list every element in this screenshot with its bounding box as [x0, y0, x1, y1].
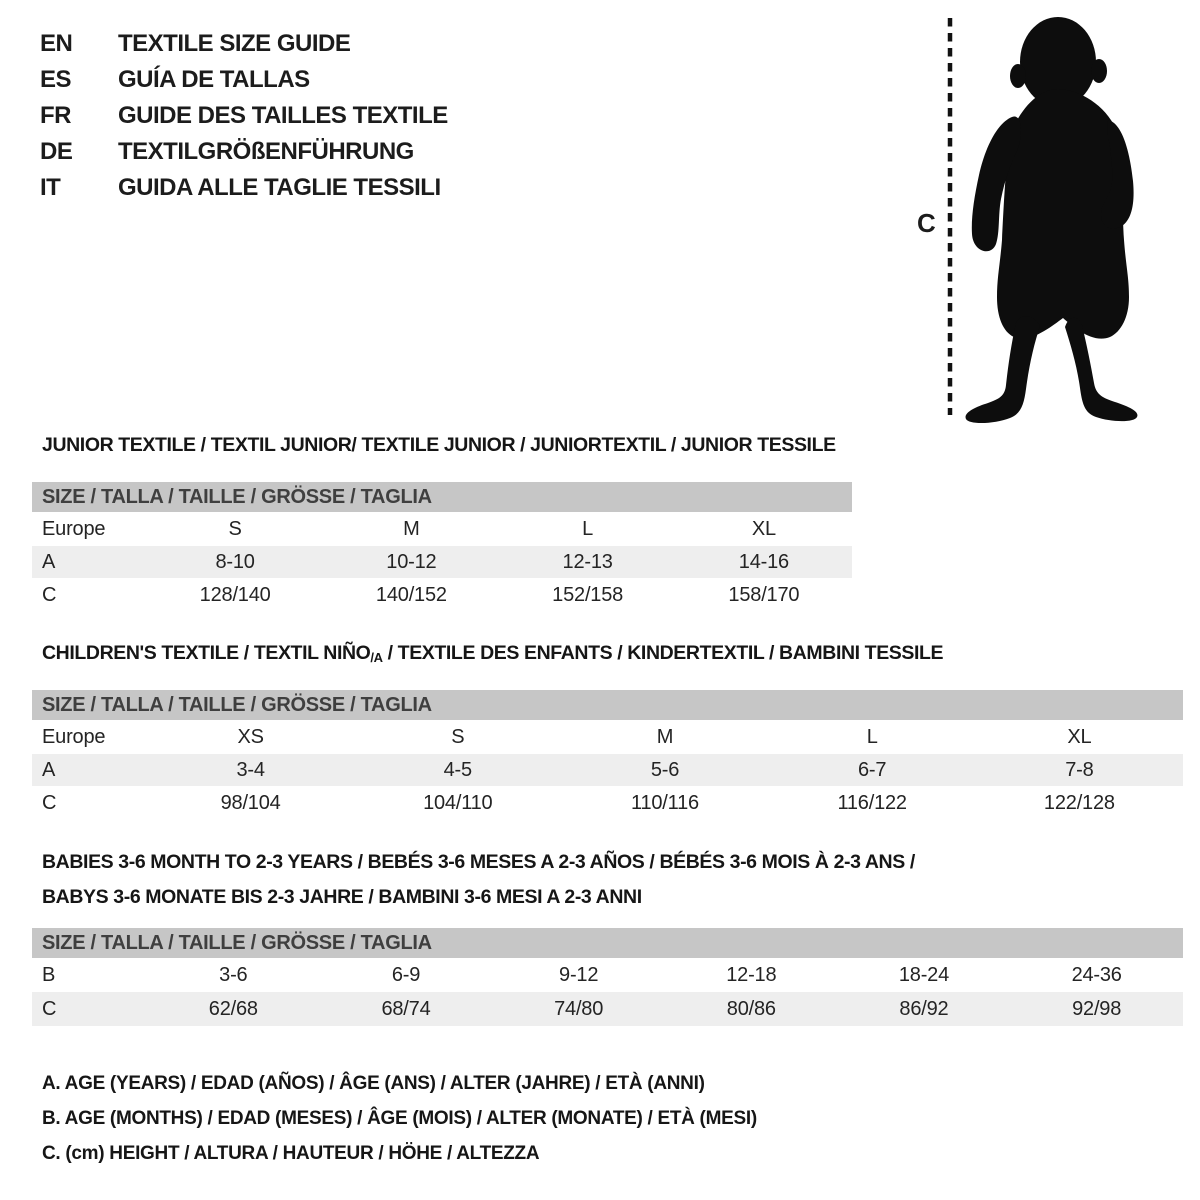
size-cell: 152/158: [552, 583, 624, 606]
table-row: [32, 720, 1183, 754]
size-cell: 3-4: [147, 754, 354, 786]
size-cell: 6-9: [391, 963, 421, 986]
table-row: [32, 992, 1183, 1026]
lang-code: FR: [40, 102, 71, 129]
size-cell: 12-18: [726, 963, 777, 986]
children-section-title-sub: /A: [370, 650, 383, 665]
size-header-band: [32, 928, 1183, 958]
table-row: [32, 578, 852, 612]
lang-title: GUIDA ALLE TAGLIE TESSILI: [118, 174, 441, 201]
size-cell: 140/152: [375, 583, 447, 606]
size-header-label: SIZE / TALLA / TAILLE / GRÖSSE / TAGLIA: [32, 928, 1183, 958]
toddler-silhouette-icon: [915, 5, 1155, 425]
size-cell: 12-13: [500, 546, 676, 578]
size-header-band: [32, 482, 852, 512]
size-header-label: SIZE / TALLA / TAILLE / GRÖSSE / TAGLIA: [32, 690, 1183, 720]
lang-title: GUÍA DE TALLAS: [118, 66, 310, 93]
children-section-title: [42, 642, 943, 665]
row-label: Europe: [42, 517, 106, 540]
size-cell: 122/128: [1043, 791, 1115, 814]
size-cell: 128/140: [199, 583, 271, 606]
size-cell: 3-6: [219, 963, 248, 986]
row-label: A: [32, 754, 147, 786]
table-row: [32, 786, 1183, 820]
size-cell: L: [582, 517, 594, 540]
lang-row-fr: [40, 98, 448, 134]
row-label: C: [32, 992, 147, 1026]
lang-row-en: [40, 26, 448, 62]
junior-section-title: [42, 434, 836, 457]
size-cell: 14-16: [676, 546, 852, 578]
size-cell: XL: [1067, 725, 1092, 748]
size-cell: 5-6: [561, 754, 768, 786]
babies-section-title-line1: BABIES 3-6 MONTH TO 2-3 YEARS / BEBÉS 3-6 MESES A 2-3 AÑOS / BÉBÉS 3-6 MOIS À 2-3 ANS /: [42, 851, 915, 873]
size-cell: XL: [751, 517, 776, 540]
lang-row-de: [40, 134, 448, 170]
size-cell: M: [656, 725, 674, 748]
table-row: [32, 754, 1183, 786]
lang-title: GUIDE DES TAILLES TEXTILE: [118, 102, 448, 129]
size-header-label: SIZE / TALLA / TAILLE / GRÖSSE / TAGLIA: [32, 482, 852, 512]
size-cell: 158/170: [728, 583, 800, 606]
size-cell: 110/116: [631, 791, 699, 814]
size-cell: XS: [237, 725, 264, 748]
size-cell: 104/110: [423, 791, 493, 814]
row-label: B: [42, 963, 56, 986]
table-row: [32, 512, 852, 546]
size-cell: 98/104: [220, 791, 281, 814]
babies-size-table: [32, 928, 1183, 1026]
size-cell: S: [228, 517, 242, 540]
size-cell: 6-7: [769, 754, 976, 786]
toddler-silhouette: [966, 17, 1138, 423]
babies-section-title-line2: BABYS 3-6 MONATE BIS 2-3 JAHRE / BAMBINI 3-6 MESI A 2-3 ANNI: [42, 886, 642, 908]
size-cell: 24-36: [1071, 963, 1122, 986]
children-section-title-pre: CHILDREN'S TEXTILE / TEXTIL NIÑO: [42, 642, 371, 664]
size-cell: 9-12: [559, 963, 599, 986]
lang-code: DE: [40, 138, 73, 165]
row-label: C: [42, 583, 57, 606]
row-label: A: [32, 546, 147, 578]
size-cell: 8-10: [147, 546, 323, 578]
legend-line-b: B. AGE (MONTHS) / EDAD (MESES) / ÂGE (MOIS) / ALTER (MONATE) / ETÀ (MESI): [42, 1108, 757, 1129]
language-title-list: [40, 26, 448, 206]
height-measure-label: C: [917, 208, 936, 238]
legend-line-a: A. AGE (YEARS) / EDAD (AÑOS) / ÂGE (ANS) / ALTER (JAHRE) / ETÀ (ANNI): [42, 1073, 705, 1094]
size-header-band: [32, 690, 1183, 720]
row-label: C: [42, 791, 57, 814]
size-cell: L: [866, 725, 878, 748]
size-cell: 18-24: [898, 963, 950, 986]
lang-code: EN: [40, 30, 73, 57]
row-label: Europe: [42, 725, 106, 748]
children-section-title-post: / TEXTILE DES ENFANTS / KINDERTEXTIL / BAMBINI TESSILE: [382, 642, 944, 664]
lang-code: ES: [40, 66, 72, 93]
size-cell: 86/92: [838, 992, 1011, 1026]
table-row: [32, 546, 852, 578]
lang-code: IT: [40, 174, 61, 201]
size-cell: 74/80: [492, 992, 665, 1026]
children-size-table: [32, 690, 1183, 820]
size-cell: 10-12: [323, 546, 499, 578]
size-cell: 116/122: [837, 791, 907, 814]
size-cell: 80/86: [665, 992, 838, 1026]
size-cell: 92/98: [1010, 992, 1183, 1026]
measurement-legend: [42, 1066, 757, 1171]
size-cell: 4-5: [354, 754, 561, 786]
table-row: [32, 958, 1183, 992]
junior-section-title-text: JUNIOR TEXTILE / TEXTIL JUNIOR/ TEXTILE JUNIOR / JUNIORTEXTIL / JUNIOR TESSILE: [42, 434, 836, 456]
legend-line-c: C. (cm) HEIGHT / ALTURA / HAUTEUR / HÖHE / ALTEZZA: [42, 1143, 540, 1164]
size-cell: S: [451, 725, 465, 748]
babies-section-title: [42, 845, 915, 915]
size-cell: 7-8: [976, 754, 1183, 786]
lang-row-es: [40, 62, 448, 98]
junior-size-table: [32, 482, 852, 612]
size-cell: 68/74: [320, 992, 493, 1026]
lang-row-it: [40, 170, 448, 206]
lang-title: TEXTILGRÖßENFÜHRUNG: [118, 138, 414, 165]
lang-title: TEXTILE SIZE GUIDE: [118, 30, 351, 57]
size-cell: M: [403, 517, 420, 540]
size-cell: 62/68: [147, 992, 320, 1026]
